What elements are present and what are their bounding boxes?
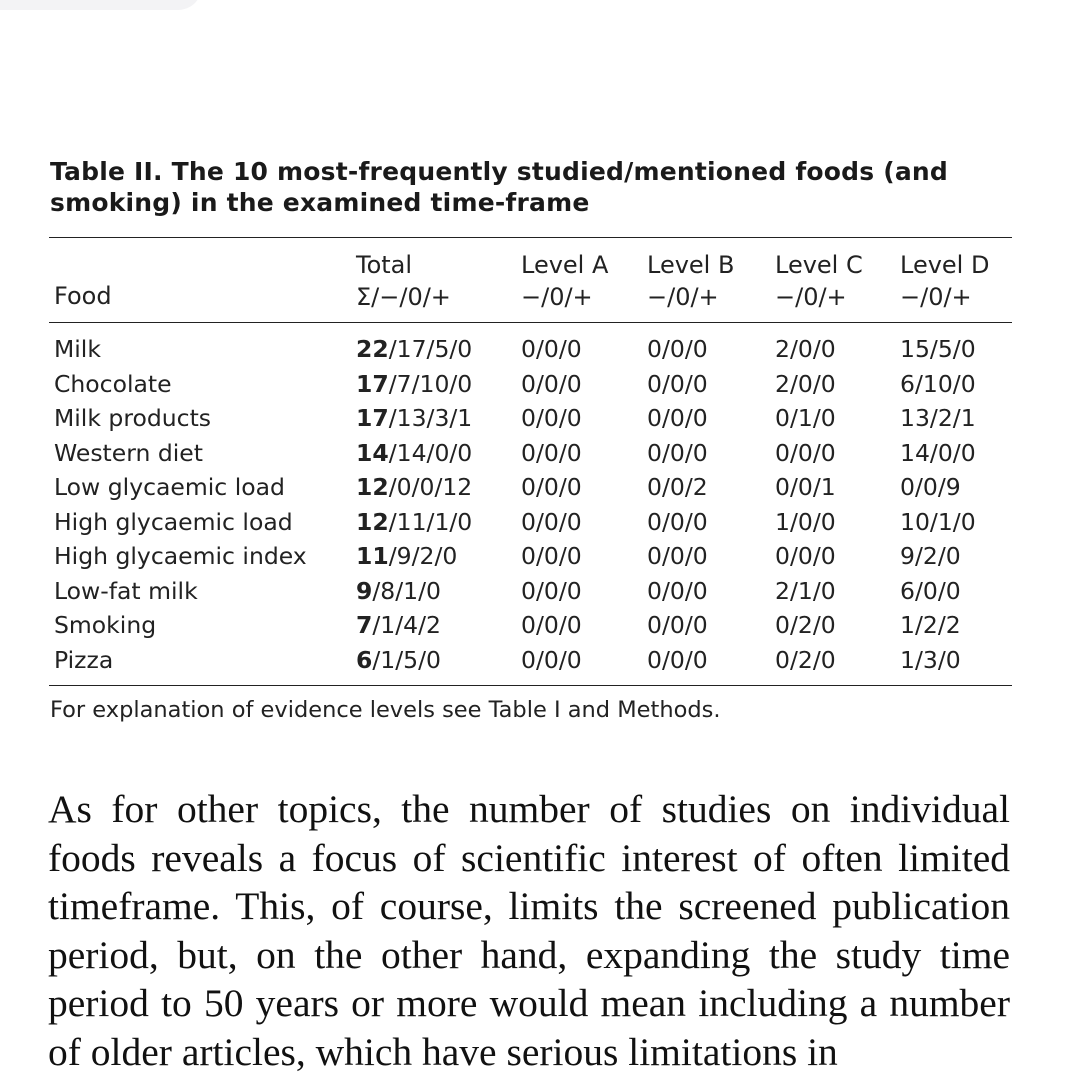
header-level-d: Level D (900, 251, 990, 279)
cell-food: Smoking (54, 611, 157, 639)
cell-total-sum: 11 (356, 542, 389, 570)
cell-level-a: 0/0/0 (521, 369, 582, 398)
cell-level-a: 0/0/0 (521, 473, 582, 501)
header-level-b-sub: −/0/+ (647, 283, 719, 311)
cell-total (356, 401, 472, 435)
cell-level-d: 6/10/0 (900, 369, 976, 398)
table-row (49, 574, 1012, 608)
cell-level-d: 6/0/0 (900, 576, 961, 605)
cell-level-b: 0/0/0 (647, 438, 708, 467)
cell-level-a: 0/0/0 (521, 335, 582, 363)
cell-level-d: 15/5/0 (900, 335, 976, 363)
cell-level-a: 0/0/0 (521, 507, 582, 536)
cell-total (356, 574, 441, 608)
cell-level-d: 0/0/9 (900, 473, 961, 501)
cell-food: Chocolate (54, 369, 172, 398)
cell-level-d: 10/1/0 (900, 507, 976, 536)
table-body (49, 323, 1012, 685)
table-footnote: For explanation of evidence levels see Table I and Methods. (50, 697, 721, 723)
cell-food: Western diet (54, 438, 203, 467)
cell-level-b: 0/0/0 (647, 404, 708, 432)
table-row (49, 436, 1012, 470)
cell-total-rest: /17/5/0 (388, 335, 473, 363)
cell-total-rest: /1/5/0 (372, 645, 441, 674)
cell-level-c: 2/0/0 (775, 369, 836, 398)
cell-level-a: 0/0/0 (521, 542, 582, 570)
cell-level-c: 0/2/0 (775, 611, 836, 639)
cell-food: High glycaemic load (54, 507, 293, 536)
table-row (49, 505, 1012, 539)
cell-total-rest: /0/0/12 (388, 473, 473, 501)
cell-food: Low-fat milk (54, 576, 198, 605)
table-row (49, 367, 1012, 401)
cell-level-a: 0/0/0 (521, 611, 582, 639)
cell-food: Milk (54, 335, 101, 363)
cell-level-b: 0/0/2 (647, 473, 708, 501)
cell-level-d: 1/3/0 (900, 645, 961, 674)
cell-food: High glycaemic index (54, 542, 307, 570)
body-paragraph (48, 785, 1010, 1076)
cell-total-rest: /1/4/2 (372, 611, 441, 639)
cell-total-sum: 14 (356, 438, 389, 467)
header-total: Total (356, 251, 413, 279)
cell-level-a: 0/0/0 (521, 438, 582, 467)
cell-total-sum: 9 (356, 576, 373, 605)
cell-total-sum: 17 (356, 404, 389, 432)
table-row (49, 539, 1012, 573)
cell-total (356, 332, 472, 366)
cell-level-c: 0/0/0 (775, 438, 836, 467)
table-row (49, 470, 1012, 504)
cell-total-rest: /9/2/0 (388, 542, 458, 570)
cell-total-rest: /13/3/1 (388, 404, 473, 432)
cell-level-b: 0/0/0 (647, 335, 708, 363)
cell-level-b: 0/0/0 (647, 576, 708, 605)
header-level-a-sub: −/0/+ (521, 283, 593, 311)
cell-total-sum: 17 (356, 369, 389, 398)
header-total-sub: Σ/−/0/+ (356, 283, 451, 311)
cell-level-c: 0/2/0 (775, 645, 836, 674)
cell-food: Milk products (54, 404, 212, 432)
browser-tab-edge (0, 0, 202, 10)
cell-level-b: 0/0/0 (647, 611, 708, 639)
table-caption: Table II. The 10 most-frequently studied/mentioned foods (and smoking) in the examined time-frame (50, 157, 949, 217)
cell-level-d: 13/2/1 (900, 404, 976, 432)
cell-total (356, 608, 441, 642)
cell-total-sum: 12 (356, 473, 389, 501)
cell-total (356, 643, 441, 677)
cell-level-b: 0/0/0 (647, 507, 708, 536)
cell-level-c: 1/0/0 (775, 507, 836, 536)
table-row (49, 643, 1012, 677)
cell-level-a: 0/0/0 (521, 404, 582, 432)
cell-level-b: 0/0/0 (647, 369, 708, 398)
cell-level-d: 9/2/0 (900, 542, 961, 570)
cell-food: Pizza (54, 645, 114, 674)
cell-level-c: 2/1/0 (775, 576, 836, 605)
cell-total-rest: /7/10/0 (388, 369, 473, 398)
food-table (49, 237, 1012, 686)
cell-total (356, 505, 472, 539)
cell-level-b: 0/0/0 (647, 645, 708, 674)
cell-total (356, 367, 472, 401)
cell-level-c: 2/0/0 (775, 335, 836, 363)
paragraph-text: As for other topics, the number of studies on individual foods reveals a focus of scientific interest of often limited timeframe. This, of course, limits the screened publication period, but, on the other hand, expanding the study time period to 50 years or more would mean including a number of older articles, which have serious limitations in (48, 787, 1010, 1074)
cell-level-a: 0/0/0 (521, 645, 582, 674)
table-row (49, 401, 1012, 435)
cell-level-a: 0/0/0 (521, 576, 582, 605)
header-level-b: Level B (647, 251, 735, 279)
cell-level-b: 0/0/0 (647, 542, 708, 570)
header-level-d-sub: −/0/+ (900, 283, 972, 311)
cell-level-d: 14/0/0 (900, 438, 976, 467)
header-level-a: Level A (521, 251, 609, 279)
cell-total-sum: 6 (356, 645, 373, 674)
header-level-c: Level C (775, 251, 863, 279)
cell-total-sum: 22 (356, 335, 389, 363)
cell-total-rest: /11/1/0 (388, 507, 473, 536)
cell-level-c: 0/1/0 (775, 404, 836, 432)
table-row (49, 608, 1012, 642)
cell-total (356, 436, 472, 470)
header-level-c-sub: −/0/+ (775, 283, 847, 311)
cell-total (356, 539, 457, 573)
cell-total (356, 470, 472, 504)
cell-level-c: 0/0/0 (775, 542, 836, 570)
table-header (49, 238, 1012, 323)
table-row (49, 332, 1012, 366)
cell-total-rest: /8/1/0 (372, 576, 441, 605)
cell-total-sum: 7 (356, 611, 373, 639)
cell-food: Low glycaemic load (54, 473, 285, 501)
header-food: Food (54, 282, 112, 310)
cell-level-c: 0/0/1 (775, 473, 836, 501)
cell-level-d: 1/2/2 (900, 611, 961, 639)
cell-total-rest: /14/0/0 (388, 438, 473, 467)
cell-total-sum: 12 (356, 507, 389, 536)
